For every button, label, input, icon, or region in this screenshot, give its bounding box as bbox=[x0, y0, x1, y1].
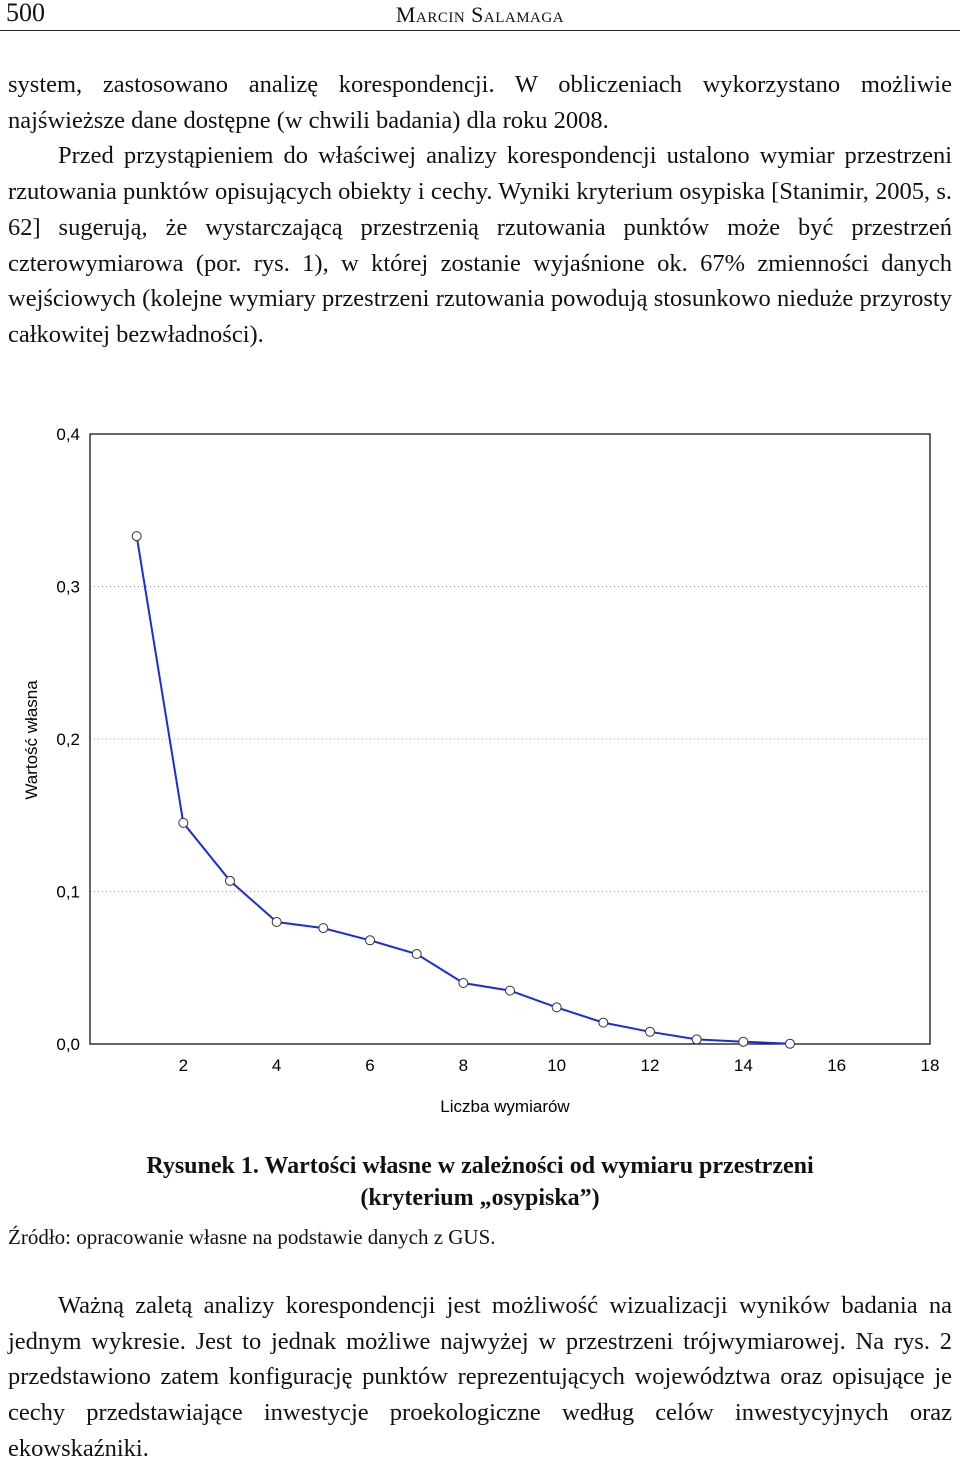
y-tick-label: 0,4 bbox=[56, 425, 80, 444]
x-axis-label: Liczba wymiarów bbox=[440, 1097, 570, 1116]
data-point bbox=[459, 979, 468, 988]
figure-caption bbox=[0, 1150, 960, 1214]
data-point bbox=[132, 532, 141, 541]
series-markers bbox=[132, 532, 794, 1049]
data-point bbox=[552, 1003, 561, 1012]
x-axis-ticks bbox=[179, 1056, 940, 1075]
data-point bbox=[506, 986, 515, 995]
data-point bbox=[739, 1037, 748, 1046]
x-tick-label: 2 bbox=[178, 1056, 189, 1075]
data-point bbox=[179, 818, 188, 827]
figure-source: Źródło: opracowanie własne na podstawie danych z GUS. bbox=[8, 1225, 496, 1249]
paragraph-2 bbox=[8, 1288, 952, 1467]
paragraph-1-sentence-b: Przed przystąpieniem do właściwej analizy korespondencji ustalono wymiar przestrzeni rzutowania punktów opisujących obiekty i cechy. Wyniki kryterium osypiska [Stanimir, 2005, s. 62] sugerują, że wystarczającą przestrzenią rzutowania punktów może być przestrzeń czterowymiarowa (por. rys. 1), w której zostanie wyjaśnione ok. 67% zmienności danych wejściowych (kolejne wymiary przestrzeni rzutowania powodują stosunkowo nieduże przyrosty całkowitej bezwładności). bbox=[8, 142, 952, 348]
page-number: 500 bbox=[6, 0, 45, 27]
x-tick-label: 18 bbox=[920, 1056, 940, 1075]
y-tick-label: 0,0 bbox=[56, 1035, 80, 1054]
x-tick-label: 10 bbox=[547, 1056, 567, 1075]
x-tick-label: 12 bbox=[640, 1056, 660, 1075]
chart-gridlines bbox=[90, 587, 930, 892]
y-tick-label: 0,2 bbox=[56, 730, 80, 749]
data-point bbox=[319, 924, 328, 933]
x-tick-label: 14 bbox=[733, 1056, 753, 1075]
y-axis-ticks bbox=[56, 425, 80, 1054]
running-head bbox=[0, 0, 960, 31]
y-tick-label: 0,1 bbox=[56, 882, 80, 902]
paragraph-2-text: Ważną zaletą analizy korespondencji jest możliwość wizualizacji wyników badania na jednym wykresie. Jest to jednak możliwe najwyżej w przestrzeni trójwymiarowej. Na rys. 2 przedstawiono zatem konfigurację punktów reprezentujących województwa oraz opisujące je cechy przedstawiające inwestycje proekologiczne według celów inwestycyjnych oraz ekowskaźniki. bbox=[8, 1292, 952, 1462]
data-point bbox=[786, 1039, 795, 1048]
y-axis-label: Wartość własna bbox=[22, 680, 41, 800]
paragraph-1-sentence-a: system, zastosowano analizę korespondencji. W obliczeniach wykorzystano możliwie najświeższe dane dostępne (w chwili badania) dla roku 2008. bbox=[8, 71, 952, 134]
data-point bbox=[646, 1027, 655, 1036]
data-point bbox=[366, 936, 375, 945]
data-point bbox=[226, 876, 235, 885]
data-point bbox=[692, 1035, 701, 1044]
scree-plot bbox=[0, 410, 960, 1130]
paragraph-1 bbox=[8, 67, 952, 353]
y-tick-label: 0,3 bbox=[56, 577, 80, 597]
running-head-author: Marcin Salamaga bbox=[395, 2, 565, 27]
x-tick-label: 16 bbox=[827, 1056, 847, 1075]
data-point bbox=[272, 918, 281, 927]
series-line bbox=[137, 536, 790, 1043]
x-tick-label: 8 bbox=[458, 1056, 469, 1075]
figure-caption-line-2: (kryterium „osypiska”) bbox=[360, 1185, 600, 1211]
figure-caption-line-1: Rysunek 1. Wartości własne w zależności od wymiaru przestrzeni bbox=[146, 1153, 814, 1179]
x-tick-label: 6 bbox=[365, 1056, 375, 1075]
data-point bbox=[599, 1018, 608, 1027]
x-tick-label: 4 bbox=[271, 1056, 282, 1075]
data-point bbox=[412, 950, 421, 959]
